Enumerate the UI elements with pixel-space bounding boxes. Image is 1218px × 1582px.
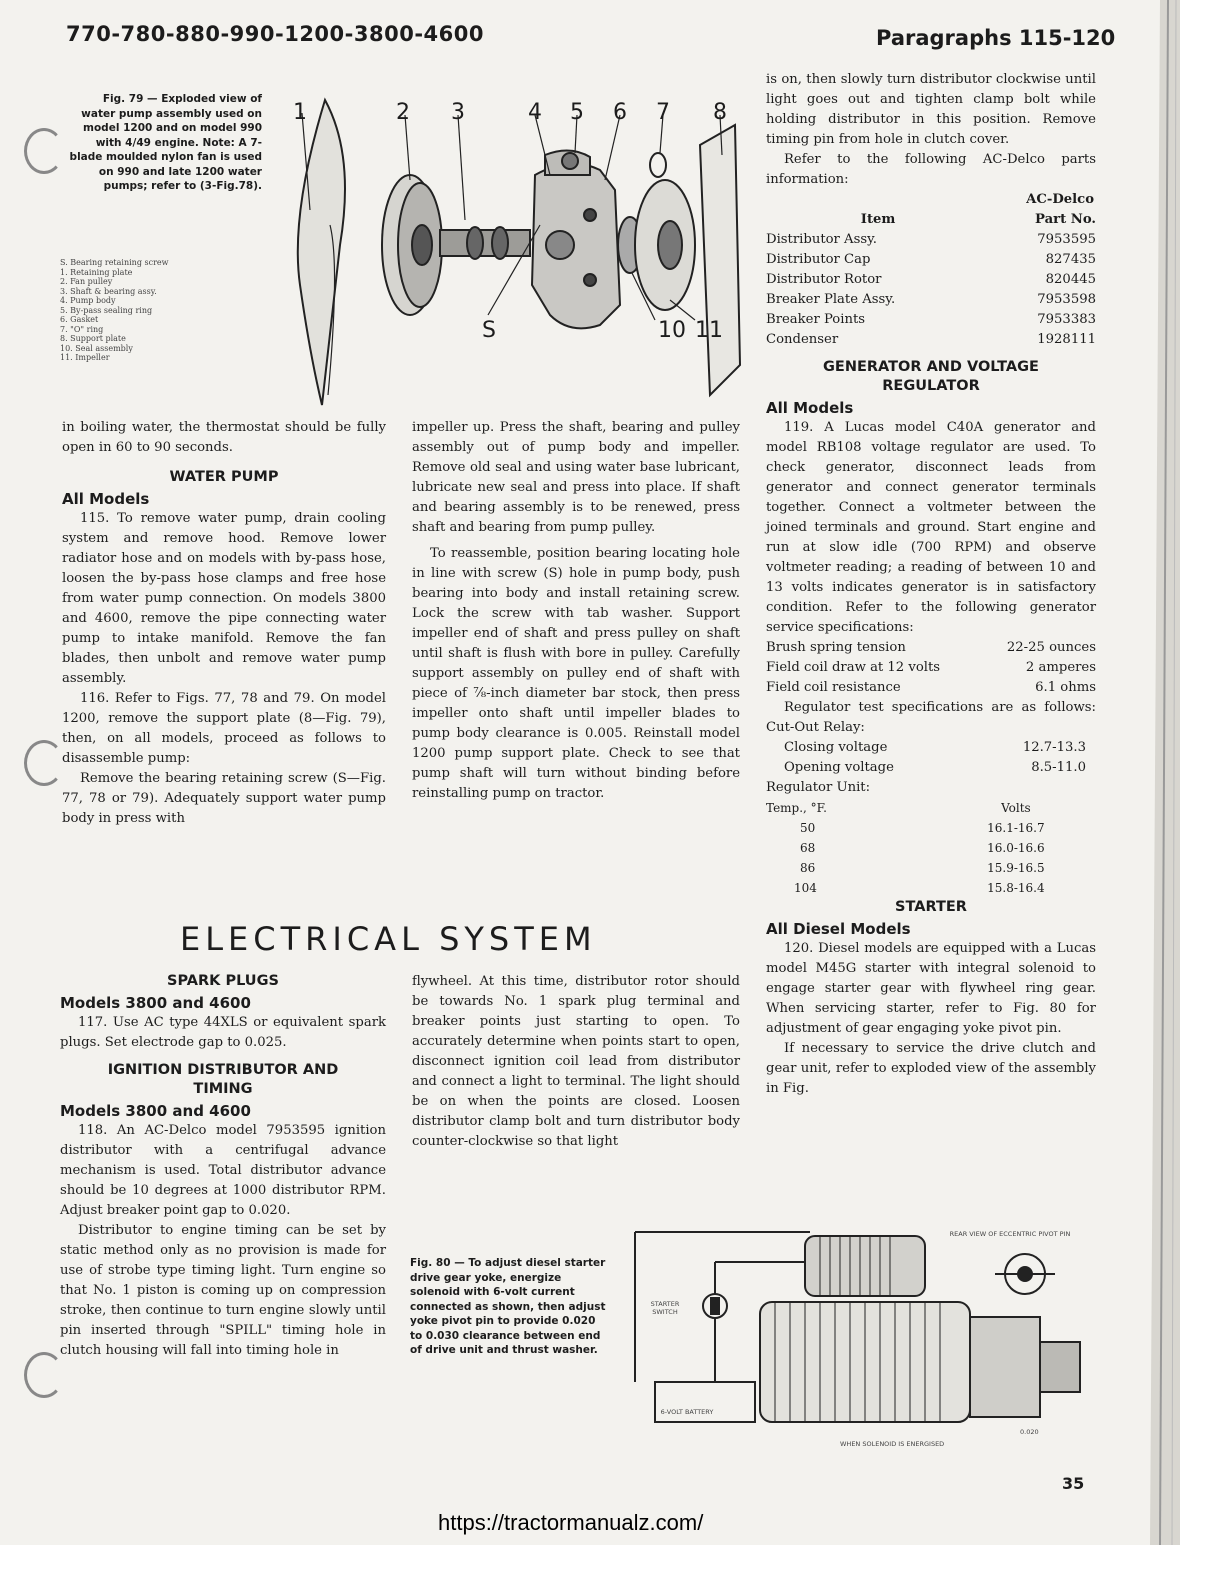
column-2-lower: [412, 972, 740, 1152]
part-number: 820445: [1045, 272, 1096, 287]
temp-header: Temp., °F.: [766, 801, 827, 815]
temp-value: 86: [800, 861, 816, 875]
paragraph-115: 115. To remove water pump, drain cooling system and remove hood. Remove lower radiator hose and on models with by-pass hose, loosen the by-pass hose clamps and free hose from water pump connection. On models 3800 and 4600, remove the pipe connecting water pump to intake manifold. Remove the fan blades, then unbolt and remove water pump assembly.: [62, 511, 386, 686]
parts-table: [766, 210, 1096, 350]
fig79-label: 6: [613, 100, 627, 125]
paragraph-117: 117. Use AC type 44XLS or equivalent spark plugs. Set electrode gap to 0.025.: [60, 1015, 386, 1050]
volts-header: Volts: [1001, 801, 1031, 815]
spec-label: Brush spring tension: [766, 640, 906, 655]
regulator-unit-label: Regulator Unit:: [766, 780, 871, 795]
fig79-label: 4: [528, 100, 542, 125]
column-3: [766, 70, 1096, 1099]
fig79-label: 2: [396, 100, 410, 125]
temp-value: 68: [800, 841, 816, 855]
legend-item: 7. "O" ring: [60, 324, 104, 334]
legend-item: 6. Gasket: [60, 315, 99, 324]
paragraph: Regulator test specifications are as follows: Cut-Out Relay:: [766, 700, 1096, 735]
section-heading-generator: GENERATOR AND VOLTAGE REGULATOR: [823, 359, 1039, 394]
spec-row: [766, 658, 1096, 678]
header-models: 770-780-880-990-1200-3800-4600: [66, 22, 484, 46]
column-1-lower: [60, 972, 386, 1361]
subheading-models-3800-4600: Models 3800 and 4600: [60, 1102, 251, 1120]
paragraph: Refer to the following AC-Delco parts information:: [766, 152, 1096, 187]
table-row: [766, 858, 1096, 878]
section-heading-ignition: IGNITION DISTRIBUTOR AND TIMING: [107, 1062, 339, 1097]
paragraph: is on, then slowly turn distributor clockwise until light goes out and tighten clamp bolt while holding distributor in this position. Remove timing pin from hole in clutch cover.: [766, 72, 1096, 147]
part-item: Breaker Plate Assy.: [766, 292, 896, 307]
fig80-energized-label: WHEN SOLENOID IS ENERGISED: [840, 1440, 945, 1448]
temp-value: 50: [800, 821, 816, 835]
subheading-all-models: All Models: [62, 490, 150, 508]
fig80-battery-label: 6-VOLT BATTERY: [660, 1408, 714, 1416]
fig79-caption: Fig. 79 — Exploded view of water pump assembly used on model 1200 and on model 990 with 4/49 engine. Note: A 7-blade moulded nylon fan is used on 990 and late 1200 water pumps; refer to (3-Fig.78).: [69, 93, 262, 192]
subheading-all-models: All Models: [766, 399, 854, 417]
fig79-label: 10: [658, 318, 686, 343]
table-row: [766, 838, 1096, 858]
paragraph-119: 119. A Lucas model C40A generator and model RB108 voltage regulator are used. To check generator, disconnect leads from generator and connect generator terminals together. Connect a voltmeter between the joined terminals and ground. Start engine and run at slow idle (700 RPM) and observe voltmeter reading; a reading of between 10 and 13 volts indicates generator is in satisfactory condition. Refer to the following generator service specifications:: [766, 420, 1096, 635]
column-2-upper: [412, 418, 740, 804]
spec-label: Field coil resistance: [766, 680, 901, 695]
binder-ring-middle: [24, 740, 64, 786]
table-row: [766, 290, 1096, 310]
paragraph: in boiling water, the thermostat should be fully open in 60 to 90 seconds.: [62, 420, 386, 455]
part-number: 7953595: [1037, 232, 1096, 247]
part-item: Condenser: [766, 332, 839, 347]
fig79-label: 1: [293, 100, 307, 125]
part-item: Distributor Assy.: [766, 232, 877, 247]
subheading-all-diesel-models: All Diesel Models: [766, 920, 911, 938]
binder-ring-top: [24, 128, 64, 174]
fig79-label: S: [482, 318, 496, 343]
fig80-rear-view-label: REAR VIEW OF ECCENTRIC PIVOT PIN: [949, 1230, 1071, 1238]
water-pump-exploded-view: [270, 95, 750, 415]
spec-row: [766, 678, 1096, 698]
paragraph: flywheel. At this time, distributor rotor should be towards No. 1 spark plug terminal and breaker points just starting to open. To accurately determine when points start to open, disconnect ignition coil lead from distributor and connect a light to terminal. The light should be on when the points are closed. Loosen distributor clamp bolt and turn distributor body counter-clockwise so that light: [412, 974, 740, 1149]
legend-item: 8. Support plate: [60, 334, 126, 343]
table-row: [766, 250, 1096, 270]
table-row: [766, 270, 1096, 290]
fig79-legend: [60, 258, 168, 363]
spec-label: Field coil draw at 12 volts: [766, 660, 941, 675]
part-number: 7953598: [1037, 292, 1096, 307]
volts-value: 16.0-16.6: [987, 841, 1045, 855]
legend-item: 3. Shaft & bearing assy.: [60, 286, 157, 296]
legend-item: 4. Pump body: [60, 296, 116, 305]
fig79-label: 3: [451, 100, 465, 125]
source-url[interactable]: https://tractormanualz.com/: [438, 1510, 704, 1535]
parts-brand: AC-Delco: [1026, 192, 1094, 207]
volts-value: 16.1-16.7: [987, 821, 1045, 835]
paragraph-120: 120. Diesel models are equipped with a Lucas model M45G starter with integral solenoid to engage starter gear with flywheel ring gear. When servicing starter, refer to Fig. 80 for adjustment of gear engaging yoke pivot pin.: [766, 941, 1096, 1036]
temperature-table: [766, 798, 1096, 898]
legend-item: S. Bearing retaining screw: [60, 258, 169, 267]
spec-row: [766, 758, 1096, 778]
spec-label: Opening voltage: [784, 760, 894, 775]
table-row: [766, 818, 1096, 838]
header-paragraphs: Paragraphs 115-120: [876, 26, 1116, 50]
paragraph-116: 116. Refer to Figs. 77, 78 and 79. On model 1200, remove the support plate (8—Fig. 79), then, on all models, proceed as follows to disassemble pump:: [62, 691, 386, 766]
section-heading-water-pump: WATER PUMP: [169, 469, 279, 485]
fig80-caption: Fig. 80 — To adjust diesel starter drive gear yoke, energize solenoid with 6-volt current connected as shown, then adjust yoke pivot pin to provide 0.020 to 0.030 clearance between end of drive unit and thrust washer.: [410, 1257, 606, 1356]
spec-value: 8.5-11.0: [1031, 760, 1086, 775]
paragraph: impeller up. Press the shaft, bearing and pulley assembly out of pump body and impeller. Remove old seal and using water base lubricant, lubricate new seal and press into place. If shaft and bearing assembly is to be renewed, press shaft and bearing from pump pulley.: [412, 420, 740, 535]
column-1-upper: [62, 418, 386, 829]
fig80-gap-label: 0.020: [1020, 1428, 1039, 1436]
spec-row: [766, 738, 1096, 758]
spec-value: 6.1 ohms: [1035, 680, 1096, 695]
spec-value: 2 amperes: [1025, 660, 1096, 675]
legend-item: 11. Impeller: [60, 353, 110, 362]
paragraph-118b: Distributor to engine timing can be set by static method only as no provision is made for use of strobe type timing light. Turn engine so that No. 1 piston is coming up on compression stroke, then continue to turn engine slowly until pin inserted through "SPILL" timing hole in clutch housing will fall into timing hole in: [60, 1223, 386, 1358]
fig79-label: 11: [695, 318, 723, 343]
section-heading-spark-plugs: SPARK PLUGS: [167, 973, 279, 989]
paragraph-116b: Remove the bearing retaining screw (S—Fig. 77, 78 or 79). Adequately support water pump body in press with: [62, 771, 386, 826]
legend-item: 5. By-pass sealing ring: [60, 305, 153, 315]
volts-value: 15.9-16.5: [987, 861, 1045, 875]
table-row: [766, 230, 1096, 250]
part-number: 1928111: [1037, 332, 1096, 347]
table-row: [766, 878, 1096, 898]
fig79-label: 7: [656, 100, 670, 125]
part-item: Distributor Rotor: [766, 272, 882, 287]
part-number: 7953383: [1037, 312, 1096, 327]
volts-value: 15.8-16.4: [987, 881, 1045, 895]
part-number: 827435: [1045, 252, 1096, 267]
page-number: 35: [1062, 1474, 1085, 1493]
fig79-label: 5: [570, 100, 584, 125]
temp-value: 104: [794, 881, 817, 895]
legend-item: 10. Seal assembly: [60, 343, 133, 353]
spec-row: [766, 638, 1096, 658]
part-item: Breaker Points: [766, 312, 866, 327]
section-title-electrical-system: ELECTRICAL SYSTEM: [180, 920, 597, 958]
table-row: [766, 310, 1096, 330]
paragraph-118: 118. An AC-Delco model 7953595 ignition distributor with a centrifugal advance mechanism is used. Total distributor advance should be 10 degrees at 1000 distributor RPM. Adjust breaker point gap to 0.020.: [60, 1123, 386, 1218]
paragraph: To reassemble, position bearing locating hole in line with screw (S) hole in pump body, push bearing into body and install retaining screw. Lock the screw with tab washer. Support impeller end of shaft and press pulley on shaft until shaft is flush with bore in pulley. Carefully support assembly on pulley end of shaft with piece of ⅞-inch diameter bar stock, then press impeller onto shaft until impeller blades to pump body clearance is 0.005. Reinstall model 1200 pump support plate. Check to see that pump shaft will turn without binding before reinstalling pump on tractor.: [412, 546, 740, 801]
fig80-starter-switch-label: STARTER SWITCH: [650, 1300, 680, 1316]
spec-label: Closing voltage: [784, 740, 888, 755]
binder-ring-bottom: [24, 1352, 64, 1398]
spec-value: 22-25 ounces: [1006, 640, 1096, 655]
table-row: [766, 330, 1096, 350]
parts-col-pn: Part No.: [1035, 212, 1096, 227]
section-heading-starter: STARTER: [895, 899, 967, 915]
paragraph-120b: If necessary to service the drive clutch and gear unit, refer to exploded view of the assembly in Fig.: [766, 1041, 1096, 1096]
fig79-label: 8: [713, 100, 727, 125]
spec-value: 12.7-13.3: [1022, 740, 1086, 755]
part-item: Distributor Cap: [766, 252, 871, 267]
legend-item: 1. Retaining plate: [60, 267, 133, 277]
subheading-models-3800-4600: Models 3800 and 4600: [60, 994, 251, 1012]
parts-col-item: Item: [860, 212, 896, 227]
legend-item: 2. Fan pulley: [60, 277, 113, 286]
